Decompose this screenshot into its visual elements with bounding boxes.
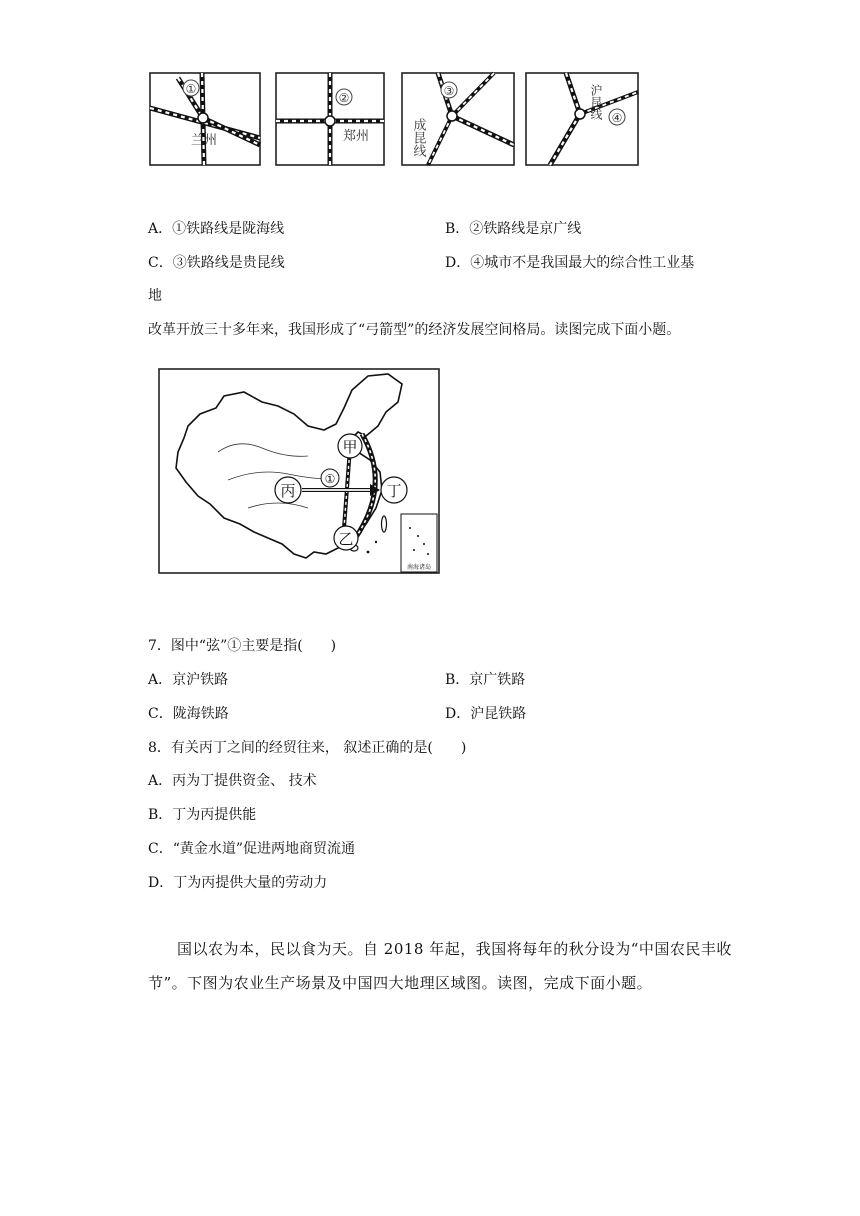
passage-harvest-line-1: 国以农为本，民以食为天。自 2018 年起，我国将每年的秋分设为“中国农民丰收 [177,940,732,958]
q7-option-d[interactable] [445,705,526,723]
q8-stem: 8．有关丙丁之间的经贸往来， 叙述正确的是( ) [148,740,467,756]
panel-4-line-label: 沪昆线 [589,84,603,120]
q8-option-b[interactable] [148,806,256,824]
q7-option-b-text: 京广铁路 [469,672,526,688]
svg-text:乙: 乙 [338,530,354,548]
q6-option-b-text: ②铁路线是京广线 [469,221,582,237]
railway-panel-4 [526,73,638,165]
q7-option-a[interactable] [148,671,228,689]
railway-panel-2 [276,73,384,165]
panel-1-circle: ① [185,82,197,96]
label-one [321,469,339,487]
q8-option-c-text: “黄金水道”促进两地商贸流通 [172,841,356,857]
q6-option-d[interactable] [445,254,694,272]
q7-option-a-letter: A． [148,672,173,688]
q8-option-d[interactable] [148,874,327,892]
q8-option-d-letter: D． [148,875,174,891]
svg-text:丁: 丁 [386,482,402,500]
panel-3-circle: ③ [443,84,455,98]
q6-option-a-text: ①铁路线是陇海线 [172,221,285,237]
q7-option-d-letter: D． [445,706,471,722]
south-china-sea-inset [401,514,437,572]
q7-option-c[interactable] [148,705,229,723]
q6-option-d-letter: D． [445,255,471,271]
panel-3-line-label: 成昆线 [410,118,426,157]
q7-option-b-letter: B． [445,672,470,688]
q6-option-b-letter: B． [445,221,470,237]
q8-option-a-text: 丙为丁提供资金、 技术 [172,773,317,789]
label-bing [275,477,301,503]
q7-option-c-letter: C． [148,706,173,722]
label-yi [334,526,358,550]
svg-text:丙: 丙 [280,482,296,500]
svg-text:①: ① [324,472,336,486]
china-map [158,368,440,574]
q6-option-d-wrap: 地 [148,288,162,304]
china-map-figure [158,368,440,574]
panel-2-city: 郑州 [342,129,370,144]
q8-option-b-letter: B． [148,807,173,823]
q8-option-c-letter: C． [148,841,173,857]
passage-harvest-line-2: 节”。下图为农业生产场景及中国四大地理区域图。读图，完成下面小题。 [148,974,653,992]
label-jia [338,434,362,458]
q6-option-c[interactable] [148,254,285,272]
q7-option-b[interactable] [445,671,525,689]
q6-option-c-letter: C． [148,255,173,271]
railway-panel-3 [402,73,514,165]
passage-arrow-economy: 改革开放三十多年来，我国形成了“弓箭型”的经济发展空间格局。读图完成下面小题。 [148,322,681,338]
label-ding [381,477,407,503]
railway-panel-1 [150,73,260,165]
inset-label: 南海诸岛 [406,564,432,571]
q7-option-a-text: 京沪铁路 [172,672,229,688]
panel-2-circle: ② [338,91,350,105]
q7-option-c-text: 陇海铁路 [172,706,229,722]
q7-stem: 7．图中“弦”①主要是指( ) [148,638,337,654]
panel-1-city: 兰州 [190,133,218,148]
q8-option-a-letter: A． [148,773,173,789]
q6-option-a-letter: A． [148,221,173,237]
q6-option-b[interactable] [445,220,581,238]
railway-panels [148,70,640,168]
svg-text:甲: 甲 [342,438,358,456]
railway-panels-figure [148,70,640,168]
q8-option-d-text: 丁为丙提供大量的劳动力 [173,875,328,891]
q8-option-c[interactable] [148,840,355,858]
q6-option-c-text: ③铁路线是贵昆线 [172,255,285,271]
q8-option-b-text: 丁为丙提供能 [172,807,257,823]
q8-option-a[interactable] [148,772,317,790]
q6-option-d-text: ④城市不是我国最大的综合性工业基 [470,255,695,271]
q6-option-a[interactable] [148,220,284,238]
q7-option-d-text: 沪昆铁路 [470,706,527,722]
panel-4-circle: ④ [611,111,623,125]
